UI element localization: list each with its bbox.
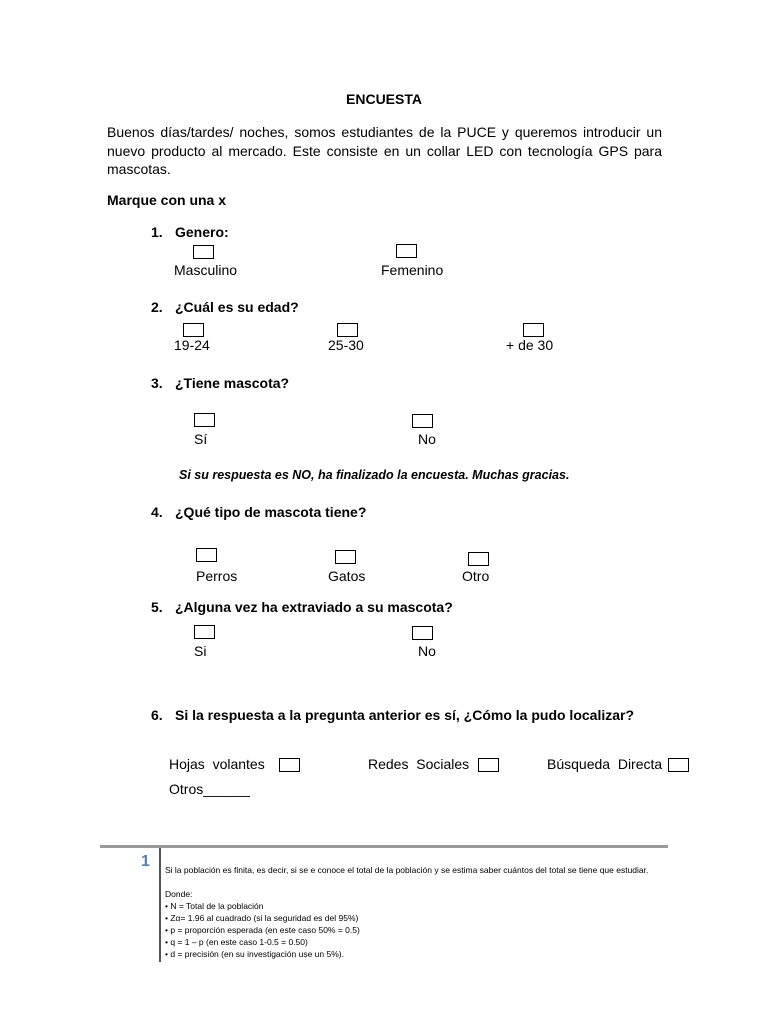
question-text: ¿Alguna vez ha extraviado a su mascota? xyxy=(175,599,453,615)
page-title: ENCUESTA xyxy=(346,91,422,107)
instruction: Marque con una x xyxy=(107,192,227,208)
option-otros: Otros______ xyxy=(169,781,250,797)
checkbox-masculino[interactable] xyxy=(193,245,214,259)
option-femenino: Femenino xyxy=(381,262,444,278)
checkbox-hojas-volantes[interactable] xyxy=(279,758,300,772)
checkbox-femenino[interactable] xyxy=(396,244,417,258)
option-redes-sociales: Redes Sociales xyxy=(368,756,470,772)
footnote-item: • p = proporción esperada (en este caso 50% = 0.5) xyxy=(165,925,360,935)
footnote-item: • Zα= 1.96 al cuadrado (si la seguridad es del 95%) xyxy=(165,913,359,923)
option-19-24: 19-24 xyxy=(174,337,210,353)
option-mas-de-30: + de 30 xyxy=(506,337,554,353)
footnote-separator xyxy=(100,845,668,848)
question-5 xyxy=(151,599,453,615)
question-3 xyxy=(151,375,289,391)
end-survey-note: Si su respuesta es NO, ha finalizado la encuesta. Muchas gracias. xyxy=(179,468,570,482)
footnote-number: 1 xyxy=(141,853,150,870)
question-number: 3. xyxy=(151,375,163,391)
question-number: 2. xyxy=(151,299,163,315)
option-no-extraviado: No xyxy=(418,643,436,659)
option-otro: Otro xyxy=(462,568,490,584)
option-perros: Perros xyxy=(196,568,238,584)
checkbox-19-24[interactable] xyxy=(183,323,204,337)
intro-paragraph: Buenos días/tardes/ noches, somos estudiantes de la PUCE y queremos introducir un nuevo producto al mercado. Este consiste en un collar LED con tecnología GPS para mascotas. xyxy=(107,124,662,177)
footnote-item: • d = precisión (en su investigación use un 5%). xyxy=(165,949,344,959)
option-25-30: 25-30 xyxy=(328,337,364,353)
option-no: No xyxy=(418,431,436,447)
footnote-item: • q = 1 – p (en este caso 1-0.5 = 0.50) xyxy=(165,937,308,947)
question-number: 6. xyxy=(151,707,163,723)
option-gatos: Gatos xyxy=(328,568,366,584)
option-masculino: Masculino xyxy=(174,262,238,278)
checkbox-perros[interactable] xyxy=(196,548,217,562)
question-4 xyxy=(151,504,366,520)
checkbox-gatos[interactable] xyxy=(335,550,356,564)
option-hojas-volantes: Hojas volantes xyxy=(169,756,265,772)
checkbox-no-extraviado[interactable] xyxy=(412,626,433,640)
footnote-rule xyxy=(159,848,161,962)
checkbox-no[interactable] xyxy=(412,414,433,428)
question-number: 5. xyxy=(151,599,163,615)
footnote-heading: Donde: xyxy=(165,889,193,899)
question-text: ¿Cuál es su edad? xyxy=(175,299,299,315)
footnote-text: Si la población es finita, es decir, si se e conoce el total de la población y se estima saber cuántos del total se tiene que estudiar. xyxy=(165,865,649,875)
option-si-extraviado: Si xyxy=(194,643,207,659)
checkbox-otro[interactable] xyxy=(468,552,489,566)
option-si: Sí xyxy=(194,431,208,447)
question-text: Si la respuesta a la pregunta anterior es sí, ¿Cómo la pudo localizar? xyxy=(175,707,635,723)
question-text: Genero: xyxy=(175,224,229,240)
option-busqueda-directa: Búsqueda Directa xyxy=(547,756,663,772)
checkbox-25-30[interactable] xyxy=(337,323,358,337)
checkbox-redes-sociales[interactable] xyxy=(478,758,499,772)
footnote-item: • N = Total de la población xyxy=(165,901,264,911)
question-text: ¿Tiene mascota? xyxy=(175,375,290,391)
question-2 xyxy=(151,299,299,315)
question-number: 1. xyxy=(151,224,163,240)
checkbox-busqueda-directa[interactable] xyxy=(668,758,689,772)
checkbox-si[interactable] xyxy=(194,413,215,427)
question-1 xyxy=(151,224,229,240)
question-number: 4. xyxy=(151,504,163,520)
checkbox-si-extraviado[interactable] xyxy=(194,625,215,639)
checkbox-mas-de-30[interactable] xyxy=(523,323,544,337)
question-6 xyxy=(151,707,634,723)
question-text: ¿Qué tipo de mascota tiene? xyxy=(175,504,367,520)
